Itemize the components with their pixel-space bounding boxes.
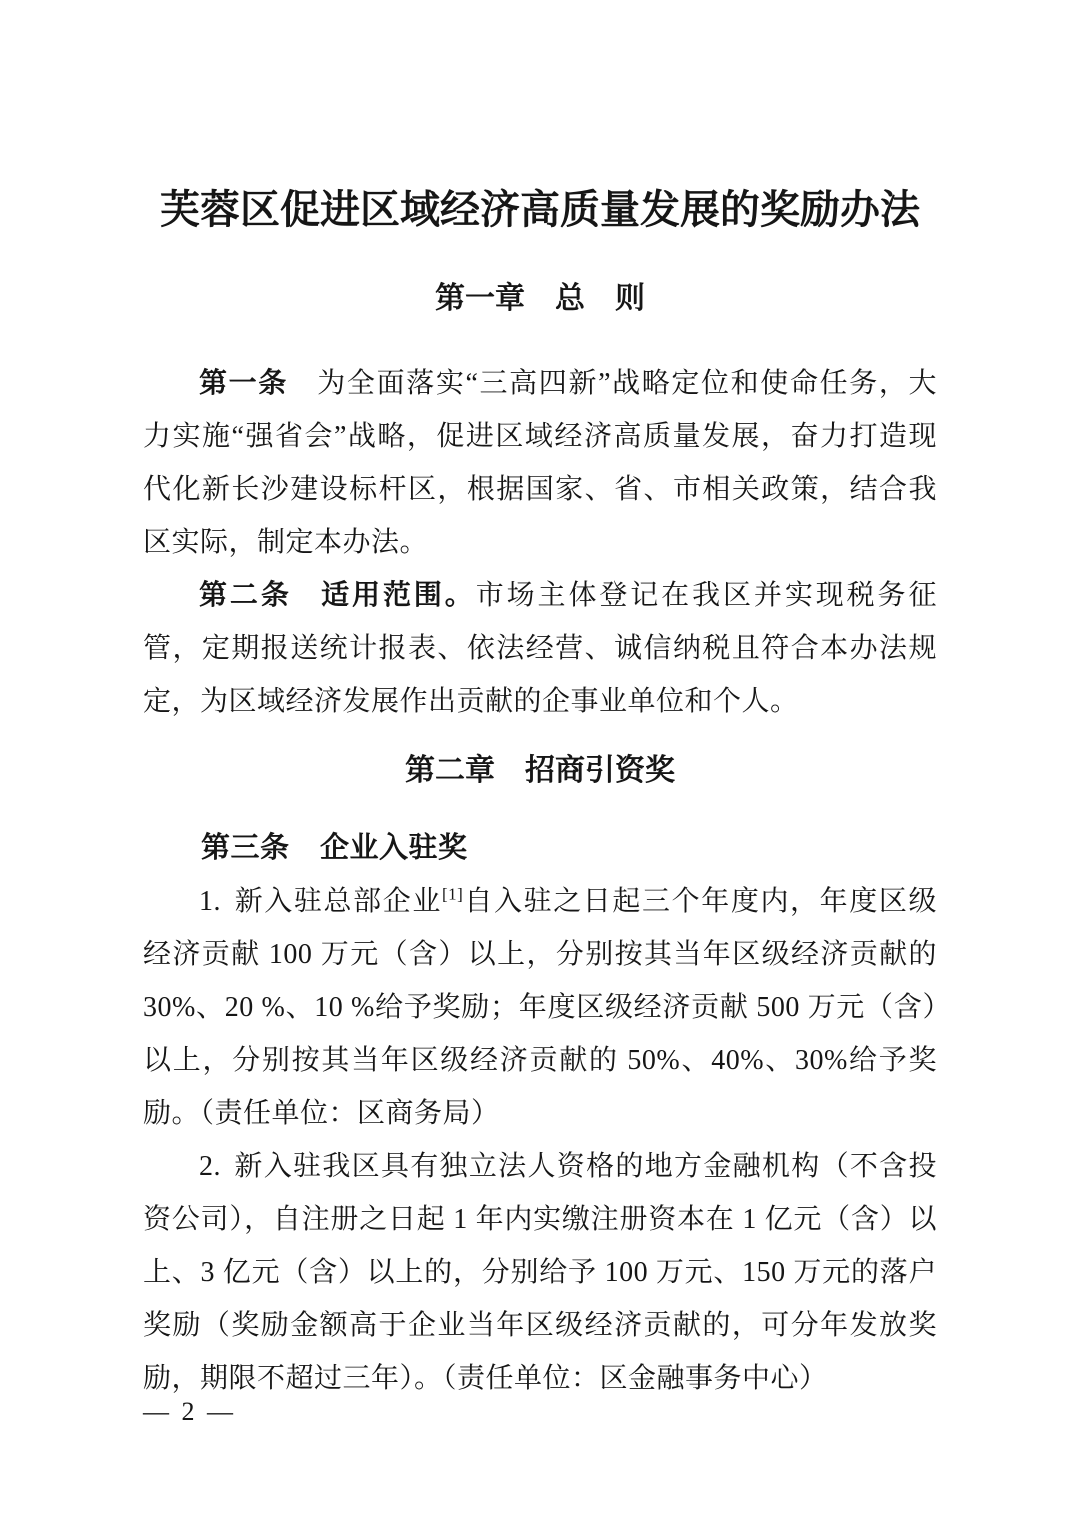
item-1-text-end: 自入驻之日起三个年度内，年度区级经济贡献 100 万元（含）以上，分别按其当年区级经济贡献的 30%、20 %、10 %给予奖励；年度区级经济贡献 500 万元（含）以上，分别按其当年区级经济贡献的 50%、40%、30%给予奖励。（责任单位：区商务局） bbox=[143, 886, 937, 1129]
article-3-title: 企业入驻奖 bbox=[319, 832, 468, 864]
article-1-text: 为全面落实“三高四新”战略定位和使命任务，大力实施“强省会”战略，促进区域经济高质量发展，奋力打造现代化新长沙建设标杆区，根据国家、省、市相关政策，结合我区实际，制定本办法。 bbox=[143, 368, 937, 558]
item-2-text: 新入驻我区具有独立法人资格的地方金融机构（不含投资公司），自注册之日起 1 年内实缴注册资本在 1 亿元（含）以上、3 亿元（含）以上的，分别给予 100 万元、150 万元的落户奖励（奖励金额高于企业当年区级经济贡献的，可分年发放奖励，期限不超过三年）。（责任单位：区金融事务中心） bbox=[143, 1151, 937, 1394]
article-1-lead: 第一条 bbox=[199, 368, 288, 399]
article-2-paragraph bbox=[143, 569, 937, 728]
item-2-number: 2. bbox=[199, 1151, 221, 1182]
page-number: — 2 — bbox=[143, 1397, 236, 1426]
article-3-heading-line bbox=[143, 822, 937, 875]
item-1-text-start: 新入驻总部企业 bbox=[233, 886, 442, 917]
article-2-subheading: 适用范围。 bbox=[321, 580, 476, 611]
article-2-lead: 第二条 bbox=[199, 580, 292, 611]
article-1-paragraph bbox=[143, 357, 937, 569]
chapter-1-heading: 第一章 总 则 bbox=[435, 282, 645, 315]
item-1-number: 1. bbox=[199, 886, 221, 917]
article-2-text: 市场主体登记在我区并实现税务征管，定期报送统计报表、依法经营、诚信纳税且符合本办法规定，为区域经济发展作出贡献的企事业单位和个人。 bbox=[143, 580, 937, 717]
article-3-item-1 bbox=[143, 875, 937, 1140]
document-title: 芙蓉区促进区域经济高质量发展的奖励办法 bbox=[160, 187, 920, 232]
article-3-lead: 第三条 bbox=[201, 832, 290, 864]
chapter-2-heading: 第二章 招商引资奖 bbox=[405, 754, 675, 787]
article-3-item-2 bbox=[143, 1140, 937, 1405]
footnote-1-marker: [1] bbox=[441, 884, 464, 904]
